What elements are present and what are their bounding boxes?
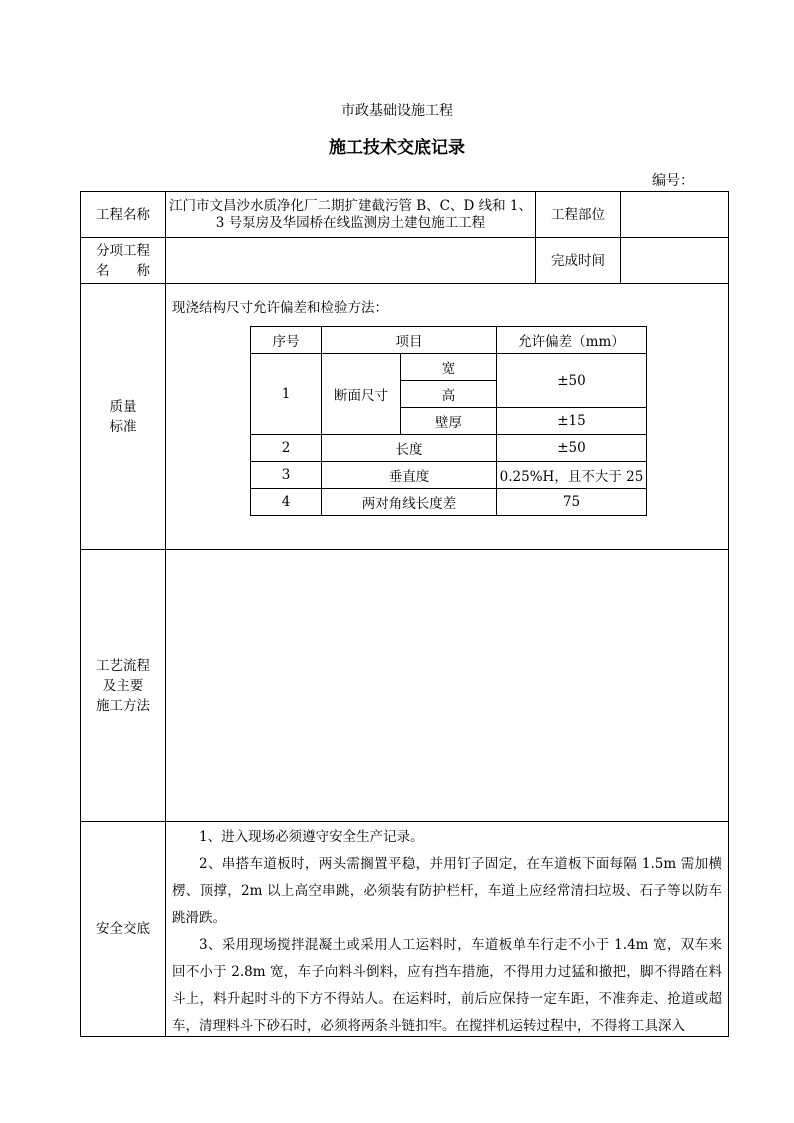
quality-intro: 现浇结构尺寸允许偏差和检验方法： xyxy=(172,300,388,316)
tolerance-deviation: ±15 xyxy=(497,408,647,435)
column-header: 允许偏差（mm） xyxy=(497,327,647,354)
safety-paragraph: 1、进入现场必须遵守安全生产记录。 xyxy=(199,829,424,845)
tolerance-header-row xyxy=(251,327,647,354)
table-row xyxy=(81,550,729,822)
safety-paragraph: 2、串搭车道板时，两头需搁置平稳，并用钉子固定，在车道板下面每隔 1.5m 需加横楞、顶撑，2m 以上高空串跳，必须装有防护栏杆，车道上应经常清扫垃圾、石子等以防车跳滑跌。 xyxy=(172,856,722,926)
sub-project-value xyxy=(166,238,536,284)
header-organization: 市政基础设施工程 xyxy=(341,103,453,119)
tolerance-row xyxy=(251,489,647,516)
project-name-line: 3 号泵房及华园桥在线监测房土建包施工工程 xyxy=(215,214,486,231)
table-row xyxy=(81,284,729,550)
quality-label-line: 标准 xyxy=(109,418,137,435)
project-name-label: 工程名称 xyxy=(81,192,166,238)
tolerance-no: 1 xyxy=(251,354,322,435)
column-header: 序号 xyxy=(251,327,322,354)
serial-number-label: 编号： xyxy=(652,173,694,189)
quality-standard-label xyxy=(81,284,166,550)
process-method-content xyxy=(166,550,729,822)
tolerance-no: 3 xyxy=(251,462,322,489)
tolerance-table xyxy=(250,326,647,516)
table-row xyxy=(81,192,729,238)
tolerance-deviation: ±50 xyxy=(497,435,647,462)
tolerance-item: 断面尺寸 xyxy=(322,354,401,435)
safety-disclosure-content xyxy=(166,822,729,1037)
tolerance-sub-item: 壁厚 xyxy=(401,408,497,435)
safety-text xyxy=(166,822,728,1036)
tolerance-sub-item: 宽 xyxy=(401,354,497,381)
tolerance-item: 长度 xyxy=(322,435,497,462)
project-location-label: 工程部位 xyxy=(536,192,621,238)
finish-time-value xyxy=(621,238,729,284)
tolerance-deviation: 75 xyxy=(497,489,647,516)
process-label-line: 及主要 xyxy=(102,677,144,694)
project-name-value xyxy=(166,192,536,238)
process-method-label xyxy=(81,550,166,822)
tolerance-row xyxy=(251,354,647,381)
tolerance-item: 两对角线长度差 xyxy=(322,489,497,516)
document-title: 施工技术交底记录 xyxy=(329,138,465,158)
project-location-value xyxy=(621,192,729,238)
safety-disclosure-label: 安全交底 xyxy=(81,822,166,1037)
sub-project-label-line: 名 称 xyxy=(96,262,150,279)
project-name-line: 江门市文昌沙水质净化厂二期扩建截污管 B、C、D 线和 1、 xyxy=(168,197,533,214)
process-label-line: 施工方法 xyxy=(96,697,150,714)
sub-project-label-line: 分项工程 xyxy=(96,242,150,259)
process-label-line: 工艺流程 xyxy=(96,657,150,674)
quality-label-line: 质量 xyxy=(109,398,137,415)
tolerance-deviation: ±50 xyxy=(497,354,647,408)
tolerance-deviation: 0.25%H，且不大于 25 xyxy=(497,462,647,489)
sub-project-label xyxy=(81,238,166,284)
table-row xyxy=(81,822,729,1037)
tolerance-no: 2 xyxy=(251,435,322,462)
tolerance-row xyxy=(251,435,647,462)
disclosure-record-table xyxy=(80,191,729,1037)
column-header: 项目 xyxy=(322,327,497,354)
tolerance-item: 垂直度 xyxy=(322,462,497,489)
tolerance-no: 4 xyxy=(251,489,322,516)
finish-time-label: 完成时间 xyxy=(536,238,621,284)
quality-standard-content xyxy=(166,284,729,550)
tolerance-row xyxy=(251,462,647,489)
tolerance-sub-item: 高 xyxy=(401,381,497,408)
safety-paragraph: 3、采用现场搅拌混凝土或采用人工运料时，车道板单车行走不小于 1.4m 宽，双车来回不小于 2.8m 宽，车子向料斗倒料，应有挡车措施，不得用力过猛和撤把，脚不得踏在料斗上，料升起时斗的下方不得站人。在运料时，前后应保持一定车距，不准奔走、抢道或超车，清理料斗下砂石时，必须将两条斗链扣牢。在搅拌机运转过程中，不得将工具深入 xyxy=(172,937,722,1034)
table-row xyxy=(81,238,729,284)
